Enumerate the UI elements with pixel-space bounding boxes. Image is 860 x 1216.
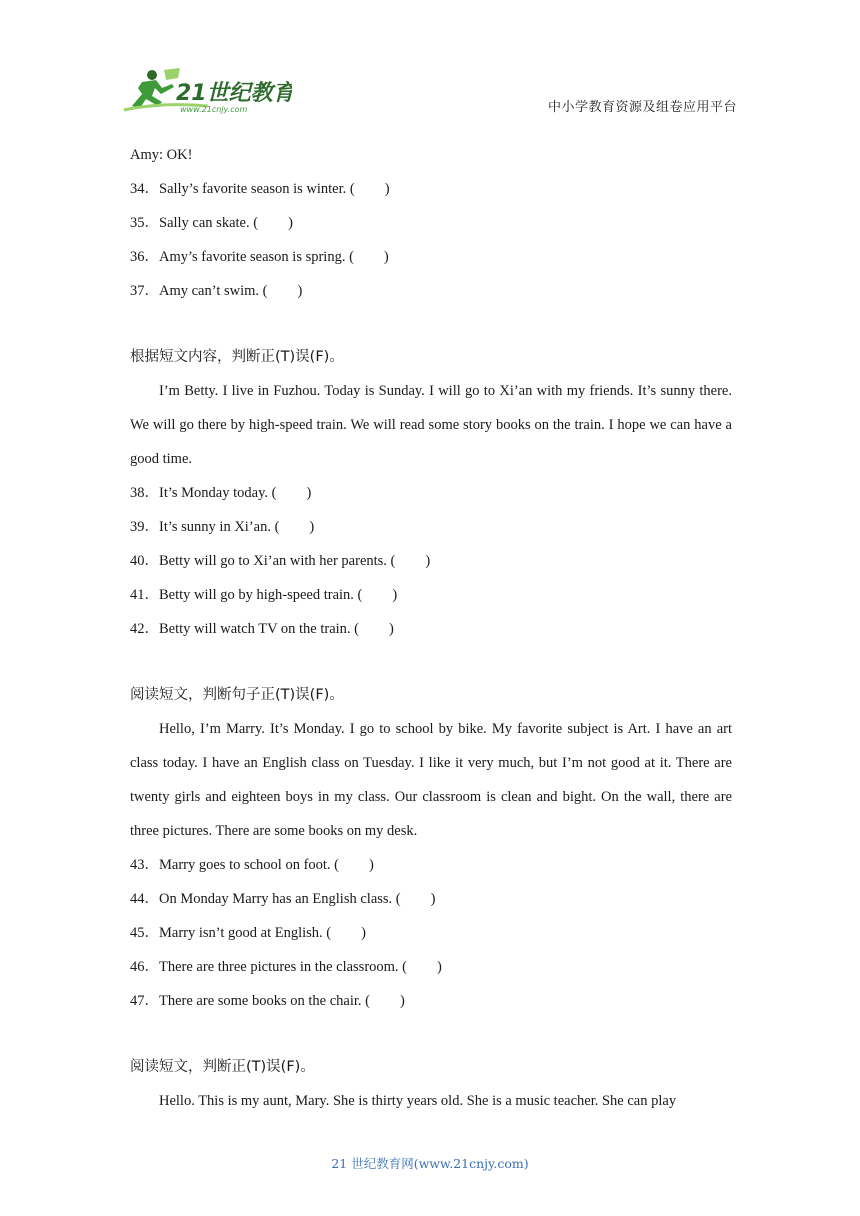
- question-34: 34．Sally’s favorite season is winter. ( ): [130, 181, 390, 197]
- svg-text:21世纪教育: 21世纪教育: [176, 81, 292, 106]
- section-3-passage: Hello, I’m Marry. It’s Monday. I go to school by bike. My favorite subject is Art. I have an art class today. I have an English class on Tuesday. I like it very much, but I’m not good at it. There are twenty girls and eighteen boys in my class. Our classroom is clean and bight. On the wall, there are three pictures. There are some books on my desk.: [130, 721, 732, 839]
- question-36: 36．Amy’s favorite season is spring. ( ): [130, 249, 389, 265]
- question-47: 47．There are some books on the chair. ( ): [130, 993, 405, 1009]
- question-44: 44．On Monday Marry has an English class. ( ): [130, 891, 436, 907]
- section-2-questions: [130, 476, 732, 646]
- page-footer: 21 世纪教育网(www.21cnjy.com): [331, 1156, 529, 1171]
- page-header: [0, 0, 860, 125]
- question-45: 45．Marry isn’t good at English. ( ): [130, 925, 366, 941]
- section-3-questions: [130, 848, 732, 1018]
- section-4-passage: Hello. This is my aunt, Mary. She is thirty years old. She is a music teacher. She can play: [159, 1093, 677, 1109]
- dialogue-line: Amy: OK!: [130, 147, 193, 163]
- question-43: 43．Marry goes to school on foot. ( ): [130, 857, 374, 873]
- section-1-questions: [130, 172, 732, 308]
- section-3-heading: 阅读短文，判断句子正(T)误(F)。: [130, 687, 344, 703]
- question-42: 42．Betty will watch TV on the train. ( ): [130, 621, 394, 637]
- question-40: 40．Betty will go to Xi’an with her parents. ( ): [130, 553, 431, 569]
- section-2-passage: I’m Betty. I live in Fuzhou. Today is Sunday. I will go to Xi’an with my friends. It’s sunny there. We will go there by high-speed train. We will read some story books on the train. I hope we can have a good time.: [130, 383, 732, 467]
- question-41: 41．Betty will go by high-speed train. ( ): [130, 587, 398, 603]
- question-37: 37．Amy can’t swim. ( ): [130, 283, 303, 299]
- document-body: [130, 138, 732, 1118]
- section-2-heading: 根据短文内容，判断正(T)误(F)。: [130, 349, 344, 365]
- svg-text:www.21cnjy.com: www.21cnjy.com: [180, 105, 248, 114]
- question-39: 39．It’s sunny in Xi’an. ( ): [130, 519, 315, 535]
- site-logo: [122, 66, 292, 116]
- section-4-heading: 阅读短文，判断正(T)误(F)。: [130, 1059, 315, 1075]
- question-35: 35．Sally can skate. ( ): [130, 215, 293, 231]
- runner-logo-icon: [122, 66, 292, 116]
- question-46: 46．There are three pictures in the classroom. ( ): [130, 959, 442, 975]
- platform-name: 中小学教育资源及组卷应用平台: [548, 100, 738, 115]
- question-38: 38．It’s Monday today. ( ): [130, 485, 312, 501]
